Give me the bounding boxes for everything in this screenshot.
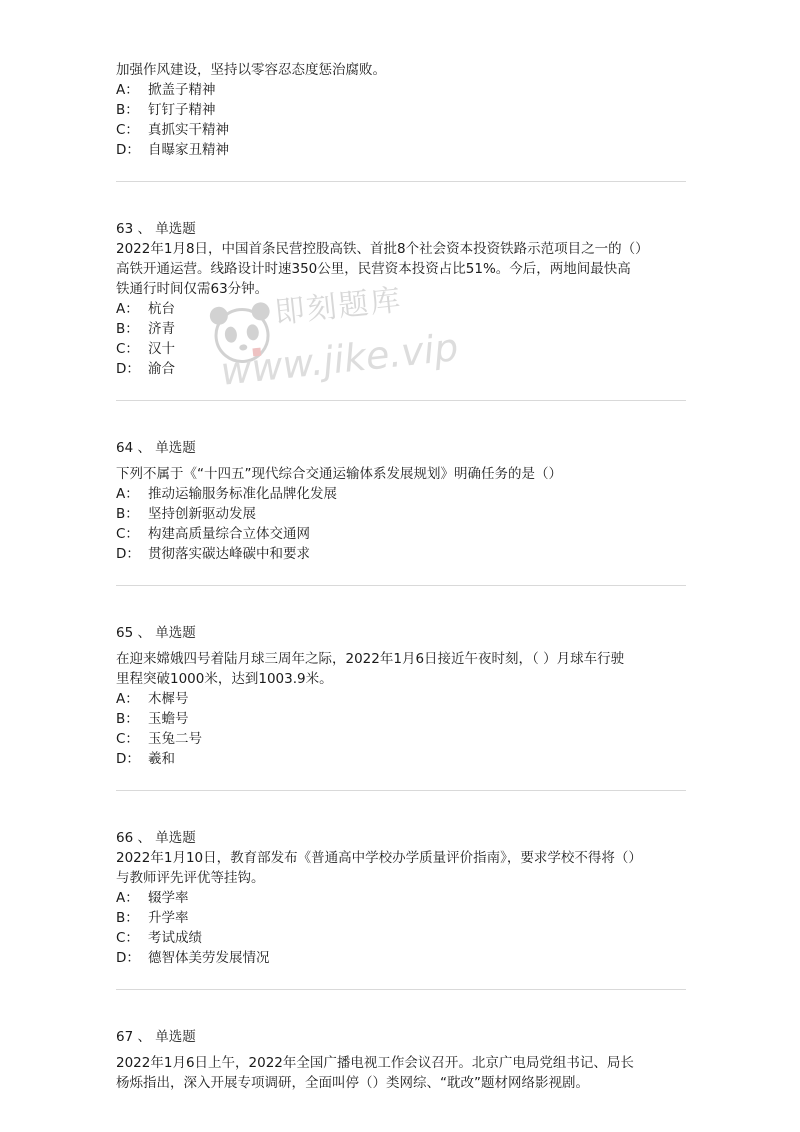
option-text: 汉十 [148, 341, 175, 357]
option-b [116, 908, 686, 928]
option-c [116, 120, 686, 140]
option-text: 钉钉子精神 [148, 102, 216, 118]
question-text-line: 下列不属于《“十四五”现代综合交通运输体系发展规划》明确任务的是（） [116, 466, 562, 482]
option-label: B： [116, 910, 139, 926]
option-label: D： [116, 361, 140, 377]
option-c [116, 339, 686, 359]
option-c [116, 729, 686, 749]
question-63 [116, 219, 686, 379]
option-text: 渝合 [148, 361, 175, 377]
question-text-line: 2022年1月10日，教育部发布《普通高中学校办学质量评价指南》，要求学校不得将（） [116, 850, 642, 866]
question-62-tail [116, 60, 686, 160]
option-label: B： [116, 321, 139, 337]
question-text-line: 铁通行时间仅需63分钟。 [116, 281, 269, 297]
option-label: A： [116, 691, 139, 707]
watermark-url: www.jike.vip [218, 325, 461, 394]
question-text-line: 2022年1月6日上午，2022年全国广播电视工作会议召开。北京广电局党组书记、局长 [116, 1055, 634, 1071]
option-a [116, 484, 686, 504]
option-label: A： [116, 486, 139, 502]
option-text: 玉蟾号 [148, 711, 189, 727]
option-b [116, 100, 686, 120]
option-label: D： [116, 142, 140, 158]
question-header: 65 、 单选题 [116, 625, 196, 641]
option-d [116, 948, 686, 968]
option-a [116, 80, 686, 100]
exam-page [116, 60, 686, 1093]
option-text: 杭台 [148, 301, 175, 317]
option-a [116, 299, 686, 319]
option-text: 考试成绩 [148, 930, 202, 946]
option-text: 掀盖子精神 [148, 82, 216, 98]
question-text-line: 与教师评先评优等挂钩。 [116, 870, 265, 886]
option-label: A： [116, 82, 139, 98]
option-a [116, 888, 686, 908]
option-text: 升学率 [148, 910, 189, 926]
option-label: A： [116, 301, 139, 317]
option-text: 德智体美劳发展情况 [148, 950, 270, 966]
option-label: C： [116, 341, 139, 357]
option-text: 羲和 [148, 751, 175, 767]
question-text-line: 里程突破1000米，达到1003.9米。 [116, 671, 333, 687]
question-header: 63 、 单选题 [116, 221, 196, 237]
option-text: 玉兔二号 [148, 731, 202, 747]
option-text: 推动运输服务标准化品牌化发展 [148, 486, 337, 502]
option-b [116, 709, 686, 729]
option-c [116, 928, 686, 948]
question-header: 66 、 单选题 [116, 830, 196, 846]
option-text: 真抓实干精神 [148, 122, 229, 138]
watermark-brand: 即刻题库 [273, 282, 405, 331]
option-label: D： [116, 751, 140, 767]
option-label: B： [116, 711, 139, 727]
question-text-line: 在迎来嫦娥四号着陆月球三周年之际，2022年1月6日接近午夜时刻，（ ）月球车行驶 [116, 651, 625, 667]
option-d [116, 749, 686, 769]
question-header: 64 、 单选题 [116, 440, 196, 456]
question-text-line: 高铁开通运营。线路设计时速350公里，民营资本投资占比51%。今后，两地间最快高 [116, 261, 631, 277]
question-text-line: 2022年1月8日，中国首条民营控股高铁、首批8个社会资本投资铁路示范项目之一的（） [116, 241, 649, 257]
option-b [116, 504, 686, 524]
option-text: 济青 [148, 321, 175, 337]
option-text: 贯彻落实碳达峰碳中和要求 [148, 546, 310, 562]
option-a [116, 689, 686, 709]
option-b [116, 319, 686, 339]
option-label: C： [116, 731, 139, 747]
option-text: 自曝家丑精神 [148, 142, 229, 158]
option-text: 坚持创新驱动发展 [148, 506, 256, 522]
question-65 [116, 623, 686, 769]
question-text: 加强作风建设，坚持以零容忍态度惩治腐败。 [116, 62, 386, 78]
option-label: D： [116, 546, 140, 562]
question-text-line: 杨烁指出，深入开展专项调研，全面叫停（）类网综、“耽改”题材网络影视剧。 [116, 1075, 589, 1091]
option-d [116, 140, 686, 160]
option-label: A： [116, 890, 139, 906]
question-66 [116, 828, 686, 968]
question-67 [116, 1027, 686, 1093]
option-d [116, 359, 686, 379]
option-label: B： [116, 506, 139, 522]
option-label: C： [116, 122, 139, 138]
question-64 [116, 438, 686, 564]
option-d [116, 544, 686, 564]
option-label: C： [116, 930, 139, 946]
option-text: 木樨号 [148, 691, 189, 707]
option-label: C： [116, 526, 139, 542]
option-text: 辍学率 [148, 890, 189, 906]
option-text: 构建高质量综合立体交通网 [148, 526, 310, 542]
option-c [116, 524, 686, 544]
option-label: D： [116, 950, 140, 966]
option-label: B： [116, 102, 139, 118]
question-header: 67 、 单选题 [116, 1029, 196, 1045]
